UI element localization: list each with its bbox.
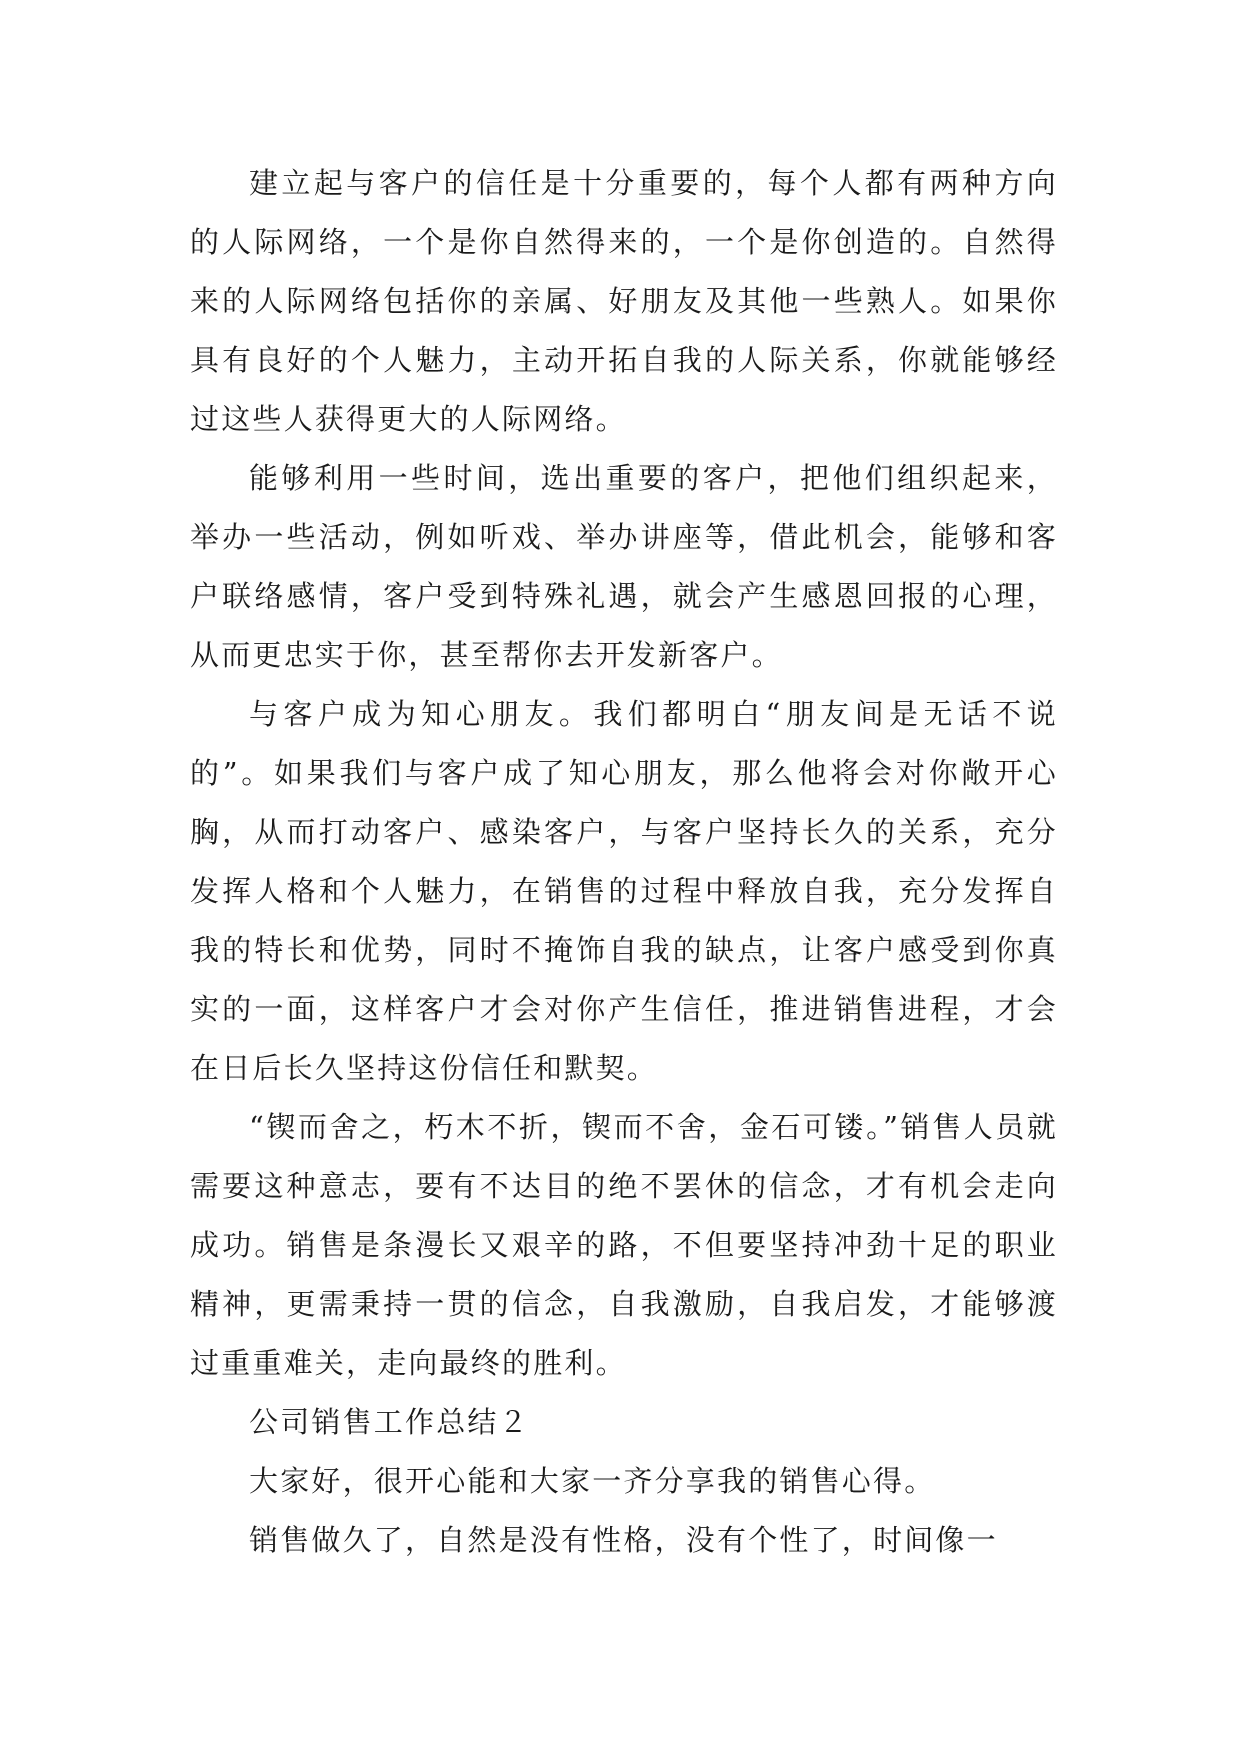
document-body [190, 154, 1058, 1570]
section-heading: 公司销售工作总结２ [249, 1405, 530, 1439]
paragraph-perseverance: “锲而舍之，朽木不折，锲而不舍，金石可镂。”销售人员就需要这种意志，要有不达目的绝不罢休的信念，才有机会走向成功。销售是条漫长又艰辛的路，不但要坚持冲劲十足的职业精神，更需秉持一贯的信念，自我激励，自我启发，才能够渡过重重难关，走向最终的胜利。 [190, 1110, 1058, 1380]
greeting-paragraph: 大家好，很开心能和大家一齐分享我的销售心得。 [249, 1464, 936, 1498]
last-paragraph: 销售做久了，自然是没有性格，没有个性了，时间像一 [249, 1523, 998, 1557]
paragraph-trust-network: 建立起与客户的信任是十分重要的，每个人都有两种方向的人际网络，一个是你自然得来的，一个是你创造的。自然得来的人际网络包括你的亲属、好朋友及其他一些熟人。如果你具有良好的个人魅力，主动开拓自我的人际关系，你就能够经过这些人获得更大的人际网络。 [190, 166, 1058, 436]
paragraph-client-events: 能够利用一些时间，选出重要的客户，把他们组织起来，举办一些活动，例如听戏、举办讲座等，借此机会，能够和客户联络感情，客户受到特殊礼遇，就会产生感恩回报的心理，从而更忠实于你，甚至帮你去开发新客户。 [190, 461, 1058, 672]
paragraph-close-friends: 与客户成为知心朋友。我们都明白“朋友间是无话不说的”。如果我们与客户成了知心朋友，那么他将会对你敞开心胸，从而打动客户、感染客户，与客户坚持长久的关系，充分发挥人格和个人魅力，在销售的过程中释放自我，充分发挥自我的特长和优势，同时不掩饰自我的缺点，让客户感受到你真实的一面，这样客户才会对你产生信任，推进销售进程，才会在日后长久坚持这份信任和默契。 [190, 697, 1058, 1085]
